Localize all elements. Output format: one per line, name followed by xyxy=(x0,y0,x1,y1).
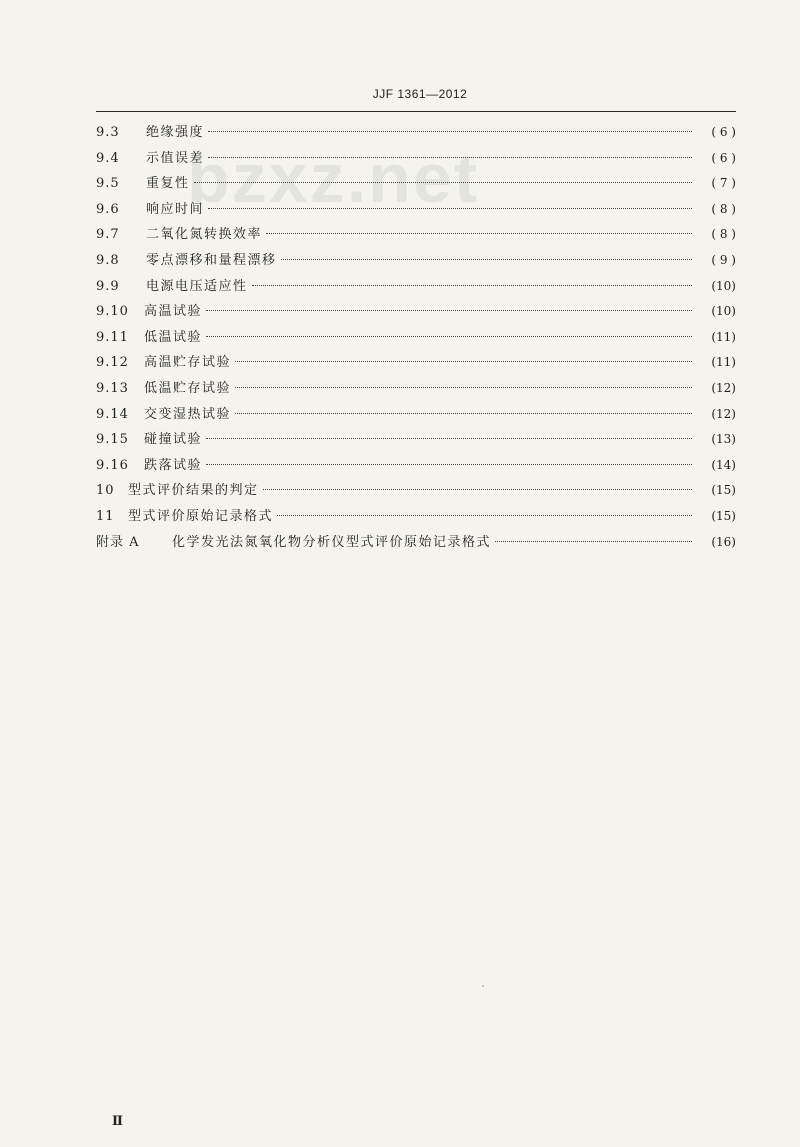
toc-entry[interactable] xyxy=(96,351,736,377)
toc-entry[interactable] xyxy=(96,326,736,352)
table-of-contents xyxy=(96,121,736,556)
dot-leader xyxy=(208,208,692,209)
toc-title: 绝缘强度 xyxy=(146,125,205,140)
toc-number: 9.13 xyxy=(96,380,129,396)
toc-entry[interactable] xyxy=(96,275,736,301)
toc-number: 9.8 xyxy=(96,252,120,268)
toc-page-number: (12) xyxy=(711,380,736,395)
toc-page-number: (10) xyxy=(711,304,736,319)
toc-title: 重复性 xyxy=(146,176,190,192)
toc-title: 响应时间 xyxy=(146,201,205,217)
dot-leader xyxy=(263,489,692,490)
dot-leader xyxy=(208,157,692,158)
dot-leader xyxy=(206,336,692,337)
toc-number: 9.7 xyxy=(96,227,120,243)
toc-entry[interactable] xyxy=(96,531,736,557)
toc-number: 11 xyxy=(96,508,115,524)
toc-number: 9.4 xyxy=(96,150,120,166)
toc-title: 化学发光法氮氧化物分析仪型式评价原始记录格式 xyxy=(172,534,492,550)
dot-leader xyxy=(206,464,692,465)
toc-entry[interactable] xyxy=(96,172,736,198)
toc-page-number: ( 6 ) xyxy=(711,150,736,165)
toc-title: 高温试验 xyxy=(144,304,203,320)
toc-entry[interactable] xyxy=(96,377,736,403)
toc-title: 低温试验 xyxy=(144,329,203,345)
toc-page-number: (15) xyxy=(711,483,736,498)
page-header xyxy=(0,87,800,101)
toc-number: 9.9 xyxy=(96,278,120,294)
toc-entry[interactable] xyxy=(96,505,736,531)
toc-entry[interactable] xyxy=(96,121,736,147)
toc-title: 跌落试验 xyxy=(144,457,203,473)
toc-number: 附录 A xyxy=(96,534,140,550)
toc-page-number: (13) xyxy=(711,432,736,447)
scan-speck xyxy=(482,985,484,987)
toc-title: 型式评价结果的判定 xyxy=(128,483,259,499)
dot-leader xyxy=(208,131,692,132)
dot-leader xyxy=(235,413,692,414)
toc-number: 9.14 xyxy=(96,406,129,422)
toc-page-number: ( 6 ) xyxy=(711,125,736,139)
dot-leader xyxy=(206,310,692,311)
toc-page-number: (11) xyxy=(711,329,736,344)
page-number: Ⅱ xyxy=(112,1114,123,1129)
dot-leader xyxy=(235,361,692,362)
toc-entry[interactable] xyxy=(96,198,736,224)
toc-title: 零点漂移和量程漂移 xyxy=(146,252,277,268)
toc-number: 9.16 xyxy=(96,457,129,473)
toc-number: 9.15 xyxy=(96,432,129,448)
toc-number: 9.3 xyxy=(96,125,120,140)
toc-page-number: (16) xyxy=(711,534,736,549)
standard-code: JJF 1361—2012 xyxy=(372,87,468,101)
toc-entry[interactable] xyxy=(96,249,736,275)
toc-number: 9.12 xyxy=(96,355,129,371)
dot-leader xyxy=(281,259,692,260)
toc-title: 高温贮存试验 xyxy=(144,355,232,371)
toc-page-number: ( 8 ) xyxy=(711,201,736,216)
toc-title: 示值误差 xyxy=(146,150,205,166)
header-rule xyxy=(96,111,736,112)
toc-number: 9.10 xyxy=(96,304,129,320)
watermark: bzxz.net xyxy=(187,139,480,217)
dot-leader xyxy=(252,285,692,286)
toc-page-number: (15) xyxy=(711,508,736,523)
dot-leader xyxy=(495,541,692,542)
dot-leader xyxy=(206,438,692,439)
toc-entry[interactable] xyxy=(96,479,736,505)
dot-leader xyxy=(266,233,692,234)
toc-title: 碰撞试验 xyxy=(144,432,203,448)
toc-title: 二氧化氮转换效率 xyxy=(146,227,263,243)
toc-page-number: (10) xyxy=(711,278,736,293)
dot-leader xyxy=(277,515,692,516)
toc-page-number: (11) xyxy=(711,355,736,370)
toc-title: 电源电压适应性 xyxy=(146,278,248,294)
toc-page-number: ( 9 ) xyxy=(711,252,736,267)
toc-page-number: (12) xyxy=(711,406,736,421)
toc-entry[interactable] xyxy=(96,223,736,249)
dot-leader xyxy=(194,182,692,183)
toc-number: 10 xyxy=(96,483,115,499)
toc-entry[interactable] xyxy=(96,147,736,173)
toc-entry[interactable] xyxy=(96,403,736,429)
toc-entry[interactable] xyxy=(96,300,736,326)
toc-page-number: ( 8 ) xyxy=(711,227,736,242)
toc-entry[interactable] xyxy=(96,454,736,480)
toc-number: 9.6 xyxy=(96,201,120,217)
toc-page-number: (14) xyxy=(711,457,736,472)
toc-title: 型式评价原始记录格式 xyxy=(128,508,274,524)
toc-page-number: ( 7 ) xyxy=(711,176,736,191)
toc-number: 9.5 xyxy=(96,176,120,192)
toc-number: 9.11 xyxy=(96,329,129,345)
toc-entry[interactable] xyxy=(96,428,736,454)
dot-leader xyxy=(235,387,692,388)
toc-title: 交变湿热试验 xyxy=(144,406,232,422)
toc-title: 低温贮存试验 xyxy=(144,380,232,396)
